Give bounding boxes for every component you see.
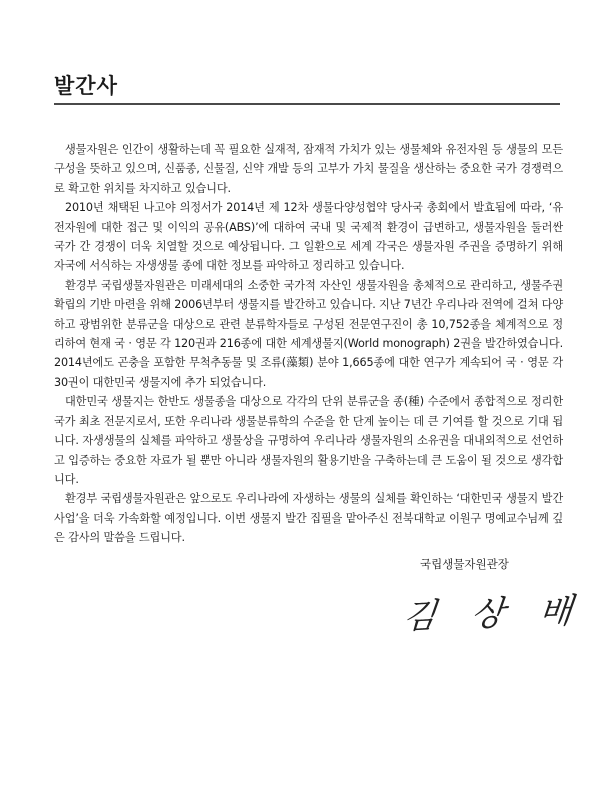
paragraph: 생물자원은 인간이 생활하는데 꼭 필요한 실재적, 잠재적 가치가 있는 생물체와 유전자원 등 생물의 모든 구성을 뜻하고 있으며, 신품종, 신물질, 신약 개발 등의 고부가 가치 물질을 생산하는 중요한 국가 경쟁력으로 확고한 위치를 차지하고 있습니다. xyxy=(54,143,563,195)
paragraph: 대한민국 생물지는 한반도 생물종을 대상으로 각각의 단위 분류군을 종(種) 수준에서 종합적으로 정리한 국가 최초 전문지로서, 또한 우리나라 생물분류학의 수준을 한 단계 높이는 데 큰 기여를 할 것으로 기대 됩니다. 자생생물의 실체를 파악하고 생물상을 규명하여 우리나라 생물자원의 소유권을 대내외적으로 선언하고 입증하는 중요한 자료가 될 뿐만 아니라 생물자원의 활용기반을 구축하는데 큰 도움이 될 것으로 생각합니다. xyxy=(54,395,563,486)
preface-body xyxy=(54,140,563,548)
page-title: 발간사 xyxy=(54,74,118,98)
paragraph: 환경부 국립생물자원관은 앞으로도 우리나라에 자생하는 생물의 실체를 확인하는 ‘대한민국 생물지 발간 사업’을 더욱 가속화할 예정입니다. 이번 생물지 발간 집필을 맡아주신 전북대학교 이원구 명예교수님께 깊은 감사의 말씀을 드립니다. xyxy=(54,492,563,545)
signatory-organization: 국립생물자원관장 xyxy=(420,557,509,571)
paragraph: 2010년 채택된 나고야 의정서가 2014년 제 12차 생물다양성협약 당사국 총회에서 발효됨에 따라, ‘유전자원에 대한 접근 및 이익의 공유(ABS)’에 대하여 국내 및 국제적 환경이 급변하고, 생물자원을 둘러싼 국가 간 경쟁이 더욱 치열할 것으로 예상됩니다. 그 일환으로 세계 각국은 생물자원 주권을 증명하기 위해 자국에 서식하는 자생생물 종에 대한 정보를 파악하고 정리하고 있습니다. xyxy=(54,201,563,273)
paragraph: 환경부 국립생물자원관은 미래세대의 소중한 국가적 자산인 생물자원을 총체적으로 관리하고, 생물주권 확립의 기반 마련을 위해 2006년부터 생물지를 발간하고 있습니다. 지난 7년간 우리나라 전역에 걸쳐 다양하고 광범위한 분류군을 대상으로 관련 분류학자들로 구성된 전문연구진이 총 10,752종을 체계적으로 정리하여 현재 국 · 영문 각 120권과 216종에 대한 세계생물지(World monograph) 2권을 발간하였습니다. 2014년에도 곤충을 포함한 무척추동물 및 조류(藻類) 분야 1,665종에 대한 연구가 계속되어 국 · 영문 각 30권이 대한민국 생물지에 추가 되었습니다. xyxy=(54,278,563,389)
title-divider xyxy=(54,103,560,105)
handwritten-signature: 김 상 배 xyxy=(401,590,587,638)
